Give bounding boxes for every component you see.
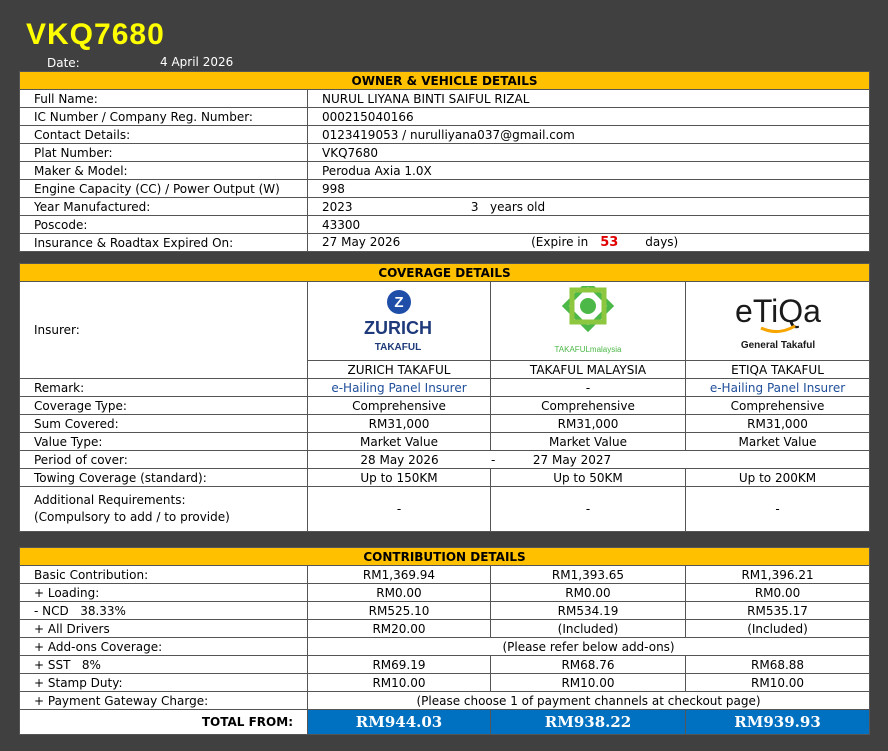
table-row	[20, 620, 870, 638]
table-row	[20, 126, 870, 144]
sst-rate: 8%	[81, 657, 101, 672]
table-row	[20, 566, 870, 584]
table-row	[20, 234, 870, 252]
table-cell: years old	[490, 199, 546, 214]
owner-vehicle-table	[19, 71, 870, 252]
table-cell: -	[491, 452, 496, 467]
table-row	[20, 198, 870, 216]
table-cell: RM10.00	[686, 674, 870, 692]
coverage-table	[19, 263, 870, 532]
table-cell: + Stamp Duty:	[20, 674, 308, 692]
table-cell: RM31,000	[491, 415, 686, 433]
table-cell: RM1,369.94	[308, 566, 491, 584]
table-cell: TAKAFULmalaysia	[554, 345, 622, 354]
table-cell: -	[491, 487, 686, 532]
insurer-name-zurich: ZURICH TAKAFUL	[308, 361, 491, 379]
table-cell: Towing Coverage (standard):	[20, 469, 308, 487]
date-label: Date:	[47, 56, 80, 70]
etiqa-logo-cell	[686, 282, 870, 361]
table-cell: RM1,396.21	[686, 566, 870, 584]
table-row	[20, 584, 870, 602]
remark-etiqa: e-Hailing Panel Insurer	[686, 379, 870, 397]
table-cell: RM31,000	[308, 415, 491, 433]
table-cell: Remark:	[20, 379, 308, 397]
table-cell: (Please choose 1 of payment channels at checkout page)	[308, 692, 870, 710]
coverage-section-title: COVERAGE DETAILS	[20, 264, 870, 282]
insurer-name-etiqa: ETIQA TAKAFUL	[686, 361, 870, 379]
table-cell: Plat Number:	[20, 144, 308, 162]
table-cell: days)	[645, 235, 679, 249]
table-cell: Up to 150KM	[308, 469, 491, 487]
table-cell: RM0.00	[491, 584, 686, 602]
table-cell: 2023	[322, 199, 353, 214]
table-cell: Insurance & Roadtax Expired On:	[20, 234, 308, 252]
table-cell: RM69.19	[308, 656, 491, 674]
full-name-value: NURUL LIYANA BINTI SAIFUL RIZAL	[308, 90, 870, 108]
table-row	[20, 144, 870, 162]
table-cell: Comprehensive	[308, 397, 491, 415]
table-cell: Additional Requirements:	[34, 493, 186, 507]
table-row	[20, 674, 870, 692]
table-row	[20, 638, 870, 656]
ic-number-value: 000215040166	[308, 108, 870, 126]
table-row	[20, 656, 870, 674]
table-cell: TAKAFUL	[374, 342, 422, 353]
table-cell: RM68.76	[491, 656, 686, 674]
table-cell: (Compulsory to add / to provide)	[34, 510, 230, 524]
table-row	[20, 162, 870, 180]
table-cell: -	[308, 487, 491, 532]
total-row	[20, 710, 870, 735]
table-cell: Market Value	[491, 433, 686, 451]
plate-number-title: VKQ7680	[26, 18, 165, 51]
table-row	[20, 433, 870, 451]
contribution-section-title: CONTRIBUTION DETAILS	[20, 548, 870, 566]
takaful-malaysia-logo-cell	[491, 282, 686, 361]
contact-value: 0123419053 / nurulliyana037@gmail.com	[308, 126, 870, 144]
table-cell: RM0.00	[308, 584, 491, 602]
total-takaful-malaysia: RM938.22	[491, 710, 686, 735]
table-cell: -	[686, 487, 870, 532]
table-cell: 3	[470, 199, 479, 214]
table-cell: ZURICH	[364, 318, 432, 338]
table-cell: 28 May 2026	[360, 452, 439, 467]
table-cell: RM68.88	[686, 656, 870, 674]
table-cell: - NCD	[34, 603, 69, 618]
table-row	[20, 451, 870, 469]
table-cell: Poscode:	[20, 216, 308, 234]
date-value: 4 April 2026	[160, 55, 234, 69]
engine-capacity-value: 998	[308, 180, 870, 198]
table-cell: (Included)	[491, 620, 686, 638]
table-cell: + Loading:	[20, 584, 308, 602]
table-cell: Comprehensive	[491, 397, 686, 415]
owner-section-title: OWNER & VEHICLE DETAILS	[20, 72, 870, 90]
table-row	[20, 415, 870, 433]
table-cell: eTiQa	[734, 293, 821, 329]
table-cell: RM20.00	[308, 620, 491, 638]
remark-zurich: e-Hailing Panel Insurer	[308, 379, 491, 397]
table-cell: RM10.00	[491, 674, 686, 692]
table-row	[20, 487, 870, 532]
table-cell: Market Value	[308, 433, 491, 451]
postcode-value: 43300	[308, 216, 870, 234]
table-cell: Contact Details:	[20, 126, 308, 144]
zurich-logo	[308, 285, 490, 357]
total-etiqa: RM939.93	[686, 710, 870, 735]
table-cell: Coverage Type:	[20, 397, 308, 415]
table-row	[20, 397, 870, 415]
remark-takaful-malaysia: -	[491, 379, 686, 397]
table-cell: + SST	[34, 657, 71, 672]
maker-model-value: Perodua Axia 1.0X	[308, 162, 870, 180]
table-cell: 27 May 2026	[322, 235, 401, 249]
table-cell: Maker & Model:	[20, 162, 308, 180]
table-cell: (Please refer below add-ons)	[308, 638, 870, 656]
table-cell: Year Manufactured:	[20, 198, 308, 216]
table-row	[20, 692, 870, 710]
table-cell: Up to 50KM	[491, 469, 686, 487]
table-cell: Basic Contribution:	[20, 566, 308, 584]
table-row	[20, 108, 870, 126]
table-cell: Period of cover:	[20, 451, 308, 469]
ncd-rate: 38.33%	[80, 603, 126, 618]
plat-number-value: VKQ7680	[308, 144, 870, 162]
table-cell: (Included)	[686, 620, 870, 638]
insurer-label: Insurer:	[20, 282, 308, 379]
table-cell: RM31,000	[686, 415, 870, 433]
table-cell: RM525.10	[308, 602, 491, 620]
table-cell: (Expire in	[531, 235, 589, 249]
table-cell: General Takaful	[740, 340, 815, 351]
table-cell: Sum Covered:	[20, 415, 308, 433]
table-cell: 27 May 2027	[532, 452, 612, 467]
period-of-cover-value	[308, 451, 870, 469]
table-row	[20, 180, 870, 198]
table-cell: Up to 200KM	[686, 469, 870, 487]
insurer-name-takaful-malaysia: TAKAFUL MALAYSIA	[491, 361, 686, 379]
table-cell: Comprehensive	[686, 397, 870, 415]
table-row	[20, 602, 870, 620]
svg-text:Z: Z	[394, 294, 404, 311]
table-cell: RM1,393.65	[491, 566, 686, 584]
total-label: TOTAL FROM:	[20, 710, 308, 735]
table-cell: Engine Capacity (CC) / Power Output (W)	[20, 180, 308, 198]
takaful-malaysia-logo	[491, 285, 685, 357]
total-zurich: RM944.03	[308, 710, 491, 735]
zurich-logo-cell	[308, 282, 491, 361]
table-cell: RM10.00	[308, 674, 491, 692]
year-manufactured-value	[308, 198, 870, 216]
table-cell: Value Type:	[20, 433, 308, 451]
contribution-table	[19, 547, 870, 735]
table-cell: Market Value	[686, 433, 870, 451]
table-cell: + Payment Gateway Charge:	[20, 692, 308, 710]
etiqa-logo	[686, 285, 869, 357]
table-row	[20, 379, 870, 397]
table-cell: Full Name:	[20, 90, 308, 108]
table-cell: RM534.19	[491, 602, 686, 620]
days-remaining: 53	[600, 235, 619, 250]
expiry-value	[308, 234, 870, 252]
table-cell: + All Drivers	[20, 620, 308, 638]
table-cell: RM0.00	[686, 584, 870, 602]
table-cell: IC Number / Company Reg. Number:	[20, 108, 308, 126]
table-row	[20, 469, 870, 487]
table-cell: RM535.17	[686, 602, 870, 620]
table-cell: + Add-ons Coverage:	[20, 638, 308, 656]
table-row	[20, 216, 870, 234]
table-row	[20, 90, 870, 108]
